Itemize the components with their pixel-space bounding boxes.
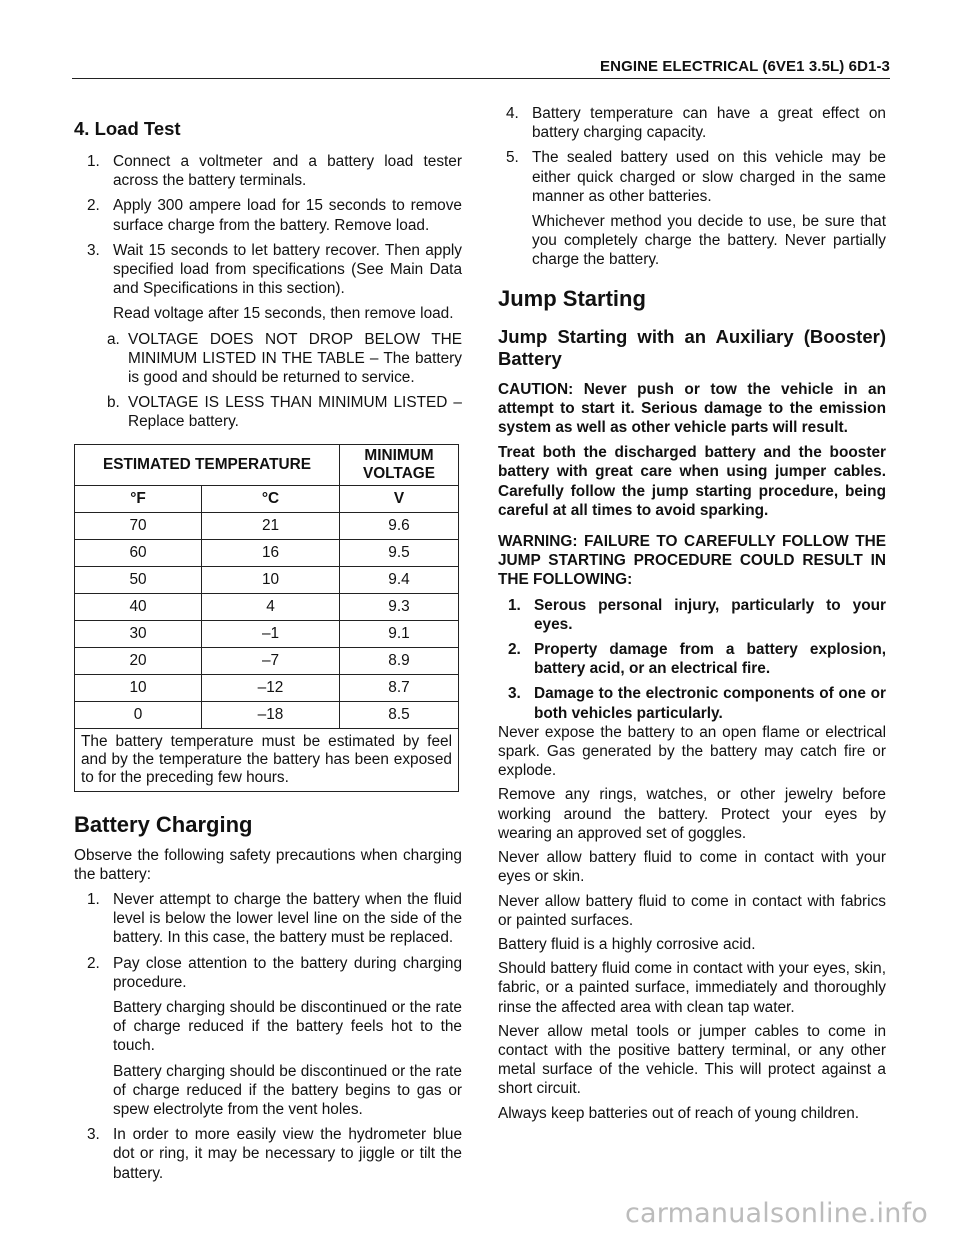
unit-c: °C [202,485,340,512]
table-header-temperature: ESTIMATED TEMPERATURE [75,444,340,485]
treat-text: Treat both the discharged battery and the booster battery with great care when using jumper cables. Carefully follow the jump starting procedure, being careful at all times to avoid sparking. [498,444,886,519]
table-header-voltage: MINIMUM VOLTAGE [340,444,459,485]
left-column [74,100,462,1189]
list-item: 5. The sealed battery used on this vehicle may be either quick charged or slow charged in the same manner as other batteries. Whichever method you decide to use, be sure that you completely charge the battery. Never partially charge the battery. [506,149,886,269]
table-row: 60 16 9.5 [75,539,459,566]
charging-intro: Observe the following safety precautions when charging the battery: [74,846,462,883]
list-item: a. VOLTAGE DOES NOT DROP BELOW THE MINIMUM LISTED IN THE TABLE – The battery is good and should be returned to service. [107,330,462,387]
jump-starting-subheading: Jump Starting with an Auxiliary (Booster) Battery [498,325,886,369]
charging-list-continued [506,104,886,270]
load-test-steps [87,152,462,324]
paragraph: Never expose the battery to an open flame or electrical spark. Gas generated by the battery may catch fire or explode. [498,723,886,780]
watermark: carmanualsonline.info [625,1198,928,1229]
paragraph: Battery fluid is a highly corrosive acid. [498,935,756,953]
warning-list [508,596,886,723]
list-item: 2. Apply 300 ampere load for 15 seconds to remove surface charge from the battery. Remove load. [87,197,462,234]
table-row: 0 –18 8.5 [75,701,459,728]
table-row: 50 10 9.4 [75,566,459,593]
list-item: b. VOLTAGE IS LESS THAN MINIMUM LISTED – Replace battery. [107,394,462,431]
table-row: 40 4 9.3 [75,593,459,620]
list-item: 2. Property damage from a battery explosion, battery acid, or an electrical fire. [508,641,886,678]
voltage-table [74,444,459,792]
unit-f: °F [75,485,202,512]
warning-text: WARNING: FAILURE TO CAREFULLY FOLLOW THE JUMP STARTING PROCEDURE COULD RESULT IN THE FOLLOWING: [498,533,886,589]
jump-starting-heading: Jump Starting [498,285,646,311]
battery-charging-heading: Battery Charging [74,811,253,837]
paragraph: Remove any rings, watches, or other jewelry before working around the battery. Protect your eyes by wearing an approved set of goggles. [498,786,886,842]
table-note: The battery temperature must be estimated by feel and by the temperature the battery has been exposed to for the preceding few hours. [75,728,459,791]
paragraph: Always keep batteries out of reach of young children. [498,1104,860,1122]
list-item: 3. Wait 15 seconds to let battery recover. Then apply specified load from specifications (See Main Data and Specifications in this section). Read voltage after 15 seconds, then remove load. [87,241,462,323]
load-test-heading: 4. Load Test [74,118,181,139]
paragraph: Never allow battery fluid to come in contact with fabrics or painted surfaces. [498,892,886,929]
list-item: 2. Pay close attention to the battery during charging procedure. Battery charging should be discontinued or the rate of charge reduced if the battery feels hot to the touch. Battery charging should be discontinued or the rate of charge reduced if the battery begins to gas or spew electrolyte from the vent holes. [87,954,462,1119]
list-item: 1. Serous personal injury, particularly to your eyes. [508,596,886,633]
table-row: 30 –1 9.1 [75,620,459,647]
unit-v: V [340,485,459,512]
page-header: ENGINE ELECTRICAL (6VE1 3.5L) 6D1-3 [72,58,890,79]
charging-list [87,890,462,1183]
table-row: 70 21 9.6 [75,512,459,539]
table-row: 10 –12 8.7 [75,674,459,701]
list-item: 1. Never attempt to charge the battery when the fluid level is below the lower level line on the side of the battery. In this case, the battery must be replaced. [87,891,462,947]
list-item: 1. Connect a voltmeter and a battery load tester across the battery terminals. [87,153,462,190]
load-test-substeps [107,330,462,432]
paragraph: Never allow metal tools or jumper cables to come in contact with the positive battery terminal, or any other metal surface of the vehicle. This will protect against a short circuit. [498,1022,886,1098]
list-item: 3. Damage to the electronic components of one or both vehicles particularly. [508,685,886,722]
list-item: 3. In order to more easily view the hydrometer blue dot or ring, it may be necessary to jiggle or tilt the battery. [87,1126,462,1182]
paragraph: Should battery fluid come in contact with your eyes, skin, fabric, or a painted surface, immediately and thoroughly rinse the affected area with clean tap water. [498,960,886,1016]
paragraph: Never allow battery fluid to come in contact with your eyes or skin. [498,849,886,886]
list-item: 4. Battery temperature can have a great effect on battery charging capacity. [506,105,886,142]
caution-text: CAUTION: Never push or tow the vehicle in an attempt to start it. Serious damage to the emission system as well as other vehicle parts will result. [498,380,886,437]
table-row: 20 –7 8.9 [75,647,459,674]
right-column [498,104,886,1123]
